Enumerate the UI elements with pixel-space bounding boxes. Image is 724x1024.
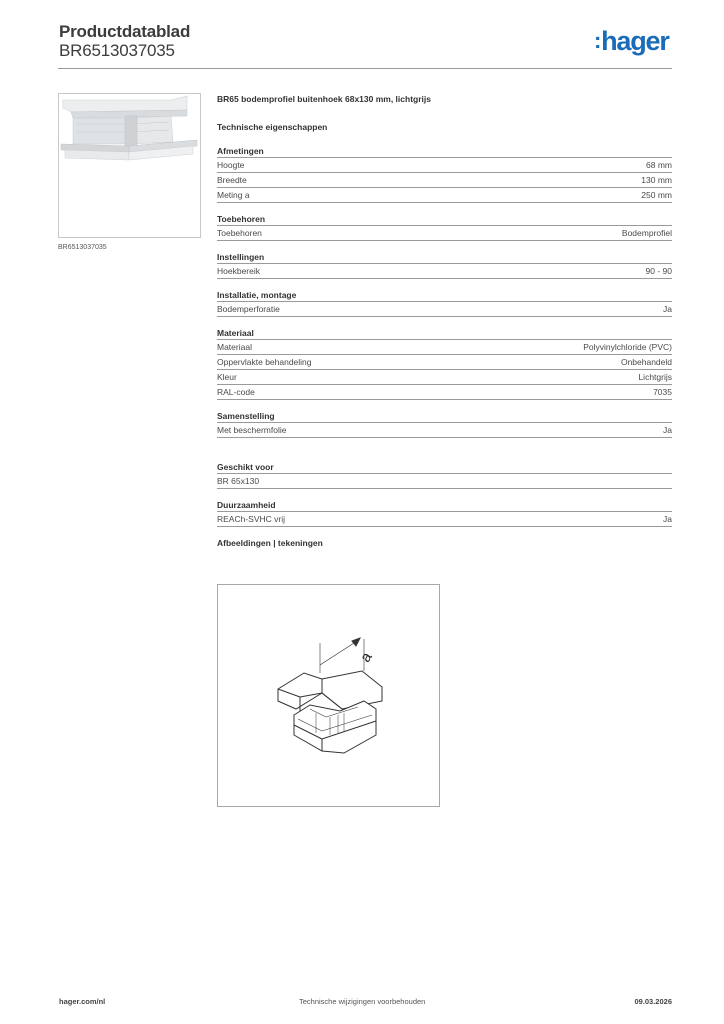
spec-row <box>217 370 672 385</box>
spec-row <box>217 302 672 317</box>
spec-row <box>217 340 672 355</box>
spec-label: Breedte <box>217 175 247 185</box>
spec-value: 130 mm <box>641 175 672 185</box>
spec-label: REACh-SVHC vrij <box>217 514 286 524</box>
spec-row <box>217 173 672 188</box>
photo-caption: BR6513037035 <box>58 244 107 251</box>
spec-label: Meting a <box>217 190 250 200</box>
spec-row <box>217 188 672 203</box>
document-title: Productdatablad <box>59 22 191 41</box>
product-photo <box>58 93 201 238</box>
section-installatie <box>217 289 672 317</box>
product-name: BR65 bodemprofiel buitenhoek 68x130 mm, lichtgrijs <box>217 94 431 104</box>
spec-label: RAL-code <box>217 387 255 397</box>
spec-label: Hoogte <box>217 160 245 170</box>
section-duurzaamheid <box>217 499 672 527</box>
section-toebehoren <box>217 213 672 241</box>
spec-row <box>217 226 672 241</box>
section-title: Afmetingen <box>217 145 672 158</box>
logo-text: hager <box>601 26 669 56</box>
corner-drawing-svg <box>218 585 439 806</box>
spec-label: Hoekbereik <box>217 266 260 276</box>
footer-disclaimer: Technische wijzigingen voorbehouden <box>299 997 426 1006</box>
document-header <box>59 22 190 60</box>
technical-content <box>217 94 672 559</box>
hager-logo[interactable] <box>594 26 669 58</box>
footer-date: 09.03.2026 <box>634 997 672 1006</box>
section-afbeeldingen <box>217 537 672 549</box>
spacer <box>217 448 672 461</box>
spec-value: 90 - 90 <box>645 266 672 276</box>
spec-row <box>217 158 672 173</box>
technical-drawing <box>217 584 440 807</box>
spec-row <box>217 512 672 527</box>
section-title: Instellingen <box>217 251 672 264</box>
section-title: Toebehoren <box>217 213 672 226</box>
article-number: BR6513037035 <box>59 41 175 60</box>
dimension-label: a <box>356 649 376 666</box>
footer-website[interactable]: hager.com/nl <box>59 997 106 1006</box>
spec-value: Ja <box>663 425 672 435</box>
spec-row <box>217 355 672 370</box>
spec-label: Toebehoren <box>217 228 262 238</box>
spec-label: Bodemperforatie <box>217 304 280 314</box>
tech-heading: Technische eigenschappen <box>217 122 328 132</box>
section-title: Installatie, montage <box>217 289 672 302</box>
spec-label: Met beschermfolie <box>217 425 287 435</box>
spec-value: Onbehandeld <box>620 357 672 367</box>
spec-row <box>217 264 672 279</box>
section-title: Geschikt voor <box>217 461 672 474</box>
spec-value: 7035 <box>653 387 672 397</box>
spec-value: Polyvinylchloride (PVC) <box>583 342 672 352</box>
section-geschikt-voor <box>217 461 672 489</box>
section-title: Afbeeldingen | tekeningen <box>217 538 323 548</box>
spec-row <box>217 474 672 489</box>
spec-row <box>217 423 672 438</box>
corner-profile-image <box>59 94 200 237</box>
spec-label: Materiaal <box>217 342 252 352</box>
spec-row <box>217 385 672 400</box>
section-title: Materiaal <box>217 327 672 340</box>
spec-label: Oppervlakte behandeling <box>217 357 312 367</box>
logo-dots-icon: : <box>594 28 601 53</box>
spec-label: BR 65x130 <box>217 476 260 486</box>
section-samenstelling <box>217 410 672 438</box>
spec-label: Kleur <box>217 372 237 382</box>
spec-value: Lichtgrijs <box>638 372 672 382</box>
section-title: Samenstelling <box>217 410 672 423</box>
spec-value: 68 mm <box>646 160 672 170</box>
section-title: Duurzaamheid <box>217 499 672 512</box>
spec-value: 250 mm <box>641 190 672 200</box>
section-instellingen <box>217 251 672 279</box>
section-afmetingen <box>217 145 672 203</box>
header-divider <box>58 68 672 69</box>
section-materiaal <box>217 327 672 400</box>
spec-value: Bodemprofiel <box>621 228 672 238</box>
spec-value: Ja <box>663 514 672 524</box>
spec-value: Ja <box>663 304 672 314</box>
